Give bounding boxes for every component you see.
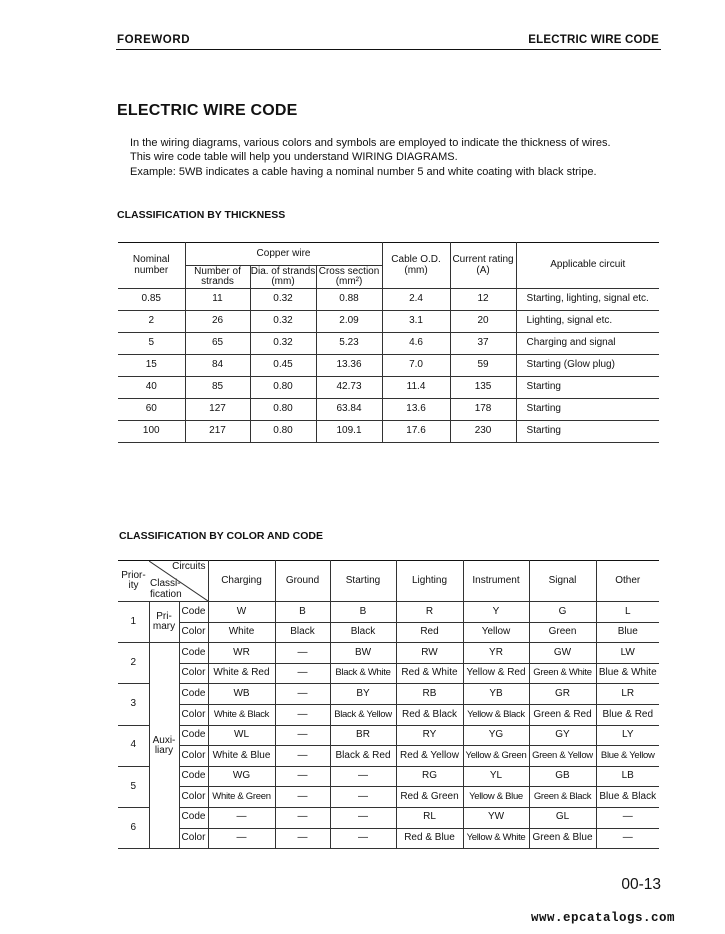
code-instrument: YW xyxy=(463,807,529,828)
code-other: — xyxy=(596,807,659,828)
color-ground: — xyxy=(275,787,330,808)
table-row xyxy=(118,787,659,808)
header-other: Other xyxy=(596,561,659,602)
color-lighting: Red & White xyxy=(396,663,463,684)
color-code-heading: CLASSIFICATION BY COLOR AND CODE xyxy=(119,530,323,542)
color-other: — xyxy=(596,828,659,849)
thickness-heading: CLASSIFICATION BY THICKNESS xyxy=(117,209,286,221)
cell-applicable-circuit: Starting xyxy=(516,399,659,421)
color-lighting: Red & Green xyxy=(396,787,463,808)
cell-cross-section: 5.23 xyxy=(316,333,382,355)
table-row xyxy=(118,663,659,684)
cell-cross-section: 109.1 xyxy=(316,421,382,443)
code-starting: BY xyxy=(330,684,396,705)
code-signal: GL xyxy=(529,807,596,828)
color-starting: Black & Red xyxy=(330,746,396,767)
cell-number-of-strands: 65 xyxy=(185,333,250,355)
cell-applicable-circuit: Starting xyxy=(516,377,659,399)
cell-current-rating: 135 xyxy=(450,377,516,399)
header-page-title: ELECTRIC WIRE CODE xyxy=(528,34,659,46)
code-ground: — xyxy=(275,766,330,787)
cell-dia-of-strands: 0.32 xyxy=(250,311,316,333)
color-ground: — xyxy=(275,746,330,767)
color-ground: — xyxy=(275,828,330,849)
table-row xyxy=(118,399,659,421)
cell-number-of-strands: 26 xyxy=(185,311,250,333)
code-instrument: YL xyxy=(463,766,529,787)
color-signal: Green & White xyxy=(529,663,596,684)
header-cable-od: Cable O.D. (mm) xyxy=(382,243,450,289)
cell-applicable-circuit: Starting (Glow plug) xyxy=(516,355,659,377)
cell-cross-section: 13.36 xyxy=(316,355,382,377)
table-row xyxy=(118,828,659,849)
code-instrument: YG xyxy=(463,725,529,746)
code-signal: GY xyxy=(529,725,596,746)
code-charging: WR xyxy=(208,643,275,664)
header-classification: Classi- fication xyxy=(150,578,182,600)
header-section-title: FOREWORD xyxy=(117,34,191,46)
priority-cell: 4 xyxy=(118,725,149,766)
cell-dia-of-strands: 0.80 xyxy=(250,421,316,443)
cell-nominal-number: 40 xyxy=(118,377,185,399)
cell-number-of-strands: 11 xyxy=(185,289,250,311)
table-row xyxy=(118,704,659,725)
color-charging: White & Green xyxy=(208,787,275,808)
code-charging: WL xyxy=(208,725,275,746)
color-instrument: Yellow & Black xyxy=(463,704,529,725)
code-other: LR xyxy=(596,684,659,705)
header-applicable-circuit: Applicable circuit xyxy=(516,243,659,289)
code-starting: — xyxy=(330,807,396,828)
code-ground: — xyxy=(275,725,330,746)
color-other: Blue xyxy=(596,622,659,643)
page-title: ELECTRIC WIRE CODE xyxy=(117,102,298,119)
cell-current-rating: 178 xyxy=(450,399,516,421)
code-label: Code xyxy=(179,725,208,746)
code-starting: — xyxy=(330,766,396,787)
color-instrument: Yellow & Red xyxy=(463,663,529,684)
color-signal: Green & Blue xyxy=(529,828,596,849)
cell-cross-section: 63.84 xyxy=(316,399,382,421)
cell-dia-of-strands: 0.32 xyxy=(250,289,316,311)
table-row xyxy=(118,725,659,746)
color-starting: Black xyxy=(330,622,396,643)
table-row xyxy=(118,622,659,643)
cell-applicable-circuit: Charging and signal xyxy=(516,333,659,355)
cell-cable-od: 4.6 xyxy=(382,333,450,355)
priority-cell: 1 xyxy=(118,602,149,643)
code-other: LB xyxy=(596,766,659,787)
header-signal: Signal xyxy=(529,561,596,602)
code-signal: G xyxy=(529,602,596,623)
cell-cross-section: 0.88 xyxy=(316,289,382,311)
code-signal: GB xyxy=(529,766,596,787)
color-starting: Black & Yellow xyxy=(330,704,396,725)
code-other: LY xyxy=(596,725,659,746)
header-charging: Charging xyxy=(208,561,275,602)
color-other: Blue & Black xyxy=(596,787,659,808)
code-charging: W xyxy=(208,602,275,623)
color-charging: White & Black xyxy=(208,704,275,725)
auxiliary-label: Auxi- liary xyxy=(149,643,179,849)
table-row xyxy=(118,355,659,377)
color-label: Color xyxy=(179,622,208,643)
color-label: Color xyxy=(179,787,208,808)
code-label: Code xyxy=(179,766,208,787)
priority-cell: 6 xyxy=(118,807,149,848)
header-starting: Starting xyxy=(330,561,396,602)
color-label: Color xyxy=(179,663,208,684)
thickness-table xyxy=(118,242,659,443)
header-nominal-number: Nominal number xyxy=(118,243,185,289)
website-watermark: www.epcatalogs.com xyxy=(530,911,675,925)
primary-label: Pri- mary xyxy=(149,602,179,643)
table-row xyxy=(118,421,659,443)
color-signal: Green & Black xyxy=(529,787,596,808)
color-lighting: Red & Black xyxy=(396,704,463,725)
color-other: Blue & Red xyxy=(596,704,659,725)
code-lighting: RL xyxy=(396,807,463,828)
table-row xyxy=(118,684,659,705)
code-starting: BR xyxy=(330,725,396,746)
table-row xyxy=(118,289,659,311)
cell-number-of-strands: 217 xyxy=(185,421,250,443)
color-starting: — xyxy=(330,787,396,808)
table-row xyxy=(118,643,659,664)
code-label: Code xyxy=(179,807,208,828)
code-signal: GW xyxy=(529,643,596,664)
cell-nominal-number: 60 xyxy=(118,399,185,421)
color-ground: — xyxy=(275,663,330,684)
color-instrument: Yellow & Green xyxy=(463,746,529,767)
priority-cell: 3 xyxy=(118,684,149,725)
code-label: Code xyxy=(179,643,208,664)
cell-nominal-number: 2 xyxy=(118,311,185,333)
priority-cell: 2 xyxy=(118,643,149,684)
color-lighting: Red & Yellow xyxy=(396,746,463,767)
cell-applicable-circuit: Starting xyxy=(516,421,659,443)
header-circuits-classification xyxy=(149,561,208,602)
cell-dia-of-strands: 0.80 xyxy=(250,377,316,399)
color-charging: White & Red xyxy=(208,663,275,684)
color-starting: — xyxy=(330,828,396,849)
header-instrument: Instrument xyxy=(463,561,529,602)
cell-nominal-number: 15 xyxy=(118,355,185,377)
code-other: LW xyxy=(596,643,659,664)
color-code-table xyxy=(118,560,659,849)
cell-cable-od: 3.1 xyxy=(382,311,450,333)
code-lighting: RB xyxy=(396,684,463,705)
cell-nominal-number: 5 xyxy=(118,333,185,355)
code-starting: BW xyxy=(330,643,396,664)
cell-cross-section: 42.73 xyxy=(316,377,382,399)
code-lighting: R xyxy=(396,602,463,623)
table-row xyxy=(118,311,659,333)
color-label: Color xyxy=(179,828,208,849)
intro-text xyxy=(130,136,670,179)
color-instrument: Yellow & White xyxy=(463,828,529,849)
code-ground: — xyxy=(275,807,330,828)
code-ground: — xyxy=(275,684,330,705)
color-other: Blue & Yellow xyxy=(596,746,659,767)
cell-cable-od: 17.6 xyxy=(382,421,450,443)
cell-cable-od: 13.6 xyxy=(382,399,450,421)
code-signal: GR xyxy=(529,684,596,705)
cell-nominal-number: 100 xyxy=(118,421,185,443)
intro-line: In the wiring diagrams, various colors and symbols are employed to indicate the thickness of wires. xyxy=(130,137,611,149)
color-ground: — xyxy=(275,704,330,725)
header-ground: Ground xyxy=(275,561,330,602)
color-signal: Green xyxy=(529,622,596,643)
code-charging: — xyxy=(208,807,275,828)
cell-current-rating: 20 xyxy=(450,311,516,333)
color-other: Blue & White xyxy=(596,663,659,684)
color-charging: — xyxy=(208,828,275,849)
code-lighting: RW xyxy=(396,643,463,664)
color-code-table-body xyxy=(118,602,659,849)
table-row xyxy=(118,766,659,787)
color-charging: White xyxy=(208,622,275,643)
code-lighting: RG xyxy=(396,766,463,787)
color-label: Color xyxy=(179,746,208,767)
table-row xyxy=(118,807,659,828)
cell-current-rating: 12 xyxy=(450,289,516,311)
intro-line: This wire code table will help you understand WIRING DIAGRAMS. xyxy=(130,151,458,164)
color-starting: Black & White xyxy=(330,663,396,684)
intro-line: Example: 5WB indicates a cable having a nominal number 5 and white coating with black stripe. xyxy=(130,165,597,178)
color-lighting: Red & Blue xyxy=(396,828,463,849)
color-ground: Black xyxy=(275,622,330,643)
table-row xyxy=(118,377,659,399)
cell-dia-of-strands: 0.45 xyxy=(250,355,316,377)
cell-current-rating: 37 xyxy=(450,333,516,355)
header-rule xyxy=(116,49,661,50)
cell-number-of-strands: 85 xyxy=(185,377,250,399)
header-copper-wire: Copper wire xyxy=(185,243,382,266)
cell-nominal-number: 0.85 xyxy=(118,289,185,311)
table-row xyxy=(118,333,659,355)
code-ground: B xyxy=(275,602,330,623)
header-number-of-strands: Number of strands xyxy=(185,266,250,289)
table-row xyxy=(118,746,659,767)
cell-cable-od: 11.4 xyxy=(382,377,450,399)
cell-applicable-circuit: Lighting, signal etc. xyxy=(516,311,659,333)
header-dia-of-strands: Dia. of strands (mm) xyxy=(250,265,316,287)
header-lighting: Lighting xyxy=(396,561,463,602)
code-charging: WG xyxy=(208,766,275,787)
cell-applicable-circuit: Starting, lighting, signal etc. xyxy=(516,289,659,311)
code-instrument: Y xyxy=(463,602,529,623)
color-charging: White & Blue xyxy=(208,746,275,767)
code-ground: — xyxy=(275,643,330,664)
cell-current-rating: 59 xyxy=(450,355,516,377)
code-other: L xyxy=(596,602,659,623)
priority-cell: 5 xyxy=(118,766,149,807)
code-instrument: YR xyxy=(463,643,529,664)
header-current-rating: Current rating (A) xyxy=(450,243,516,289)
cell-number-of-strands: 84 xyxy=(185,355,250,377)
cell-current-rating: 230 xyxy=(450,421,516,443)
code-label: Code xyxy=(179,684,208,705)
header-priority: Prior- ity xyxy=(118,561,149,602)
code-label: Code xyxy=(179,602,208,623)
page-number: 00-13 xyxy=(621,876,661,893)
header-cross-section: Cross section (mm²) xyxy=(316,266,382,289)
cell-dia-of-strands: 0.32 xyxy=(250,333,316,355)
cell-cross-section: 2.09 xyxy=(316,311,382,333)
header-circuits: Circuits xyxy=(172,561,206,572)
color-signal: Green & Red xyxy=(529,704,596,725)
code-charging: WB xyxy=(208,684,275,705)
cell-dia-of-strands: 0.80 xyxy=(250,399,316,421)
cell-cable-od: 7.0 xyxy=(382,355,450,377)
table-row xyxy=(118,602,659,623)
code-starting: B xyxy=(330,602,396,623)
color-instrument: Yellow xyxy=(463,622,529,643)
cell-number-of-strands: 127 xyxy=(185,399,250,421)
color-instrument: Yellow & Blue xyxy=(463,787,529,808)
code-lighting: RY xyxy=(396,725,463,746)
thickness-table-body xyxy=(118,289,659,443)
code-instrument: YB xyxy=(463,684,529,705)
cell-cable-od: 2.4 xyxy=(382,289,450,311)
color-label: Color xyxy=(179,704,208,725)
color-lighting: Red xyxy=(396,622,463,643)
color-signal: Green & Yellow xyxy=(529,746,596,767)
